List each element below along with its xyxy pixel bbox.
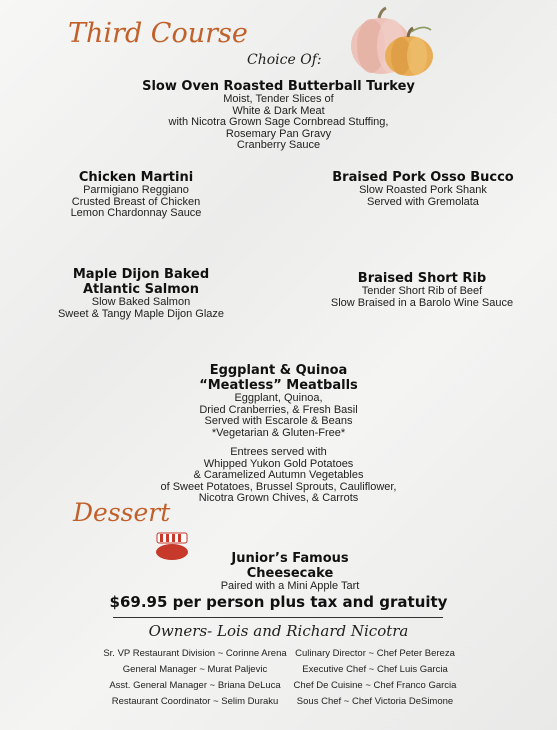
- sides-line: Whipped Yukon Gold Potatoes: [203, 457, 354, 470]
- dessert-line: Paired with a Mini Apple Tart: [220, 580, 360, 592]
- staff-list-right: [290, 646, 460, 710]
- staff-entry: Chef De Cuisine ~ Chef Franco Garcia: [293, 680, 457, 691]
- dish-line: Lemon Chardonnay Sauce: [70, 207, 202, 219]
- dish-line: White & Dark Meat: [232, 104, 325, 117]
- dish-salmon: [36, 267, 246, 320]
- dish-line: Slow Baked Salmon: [91, 296, 191, 308]
- dessert-title: Dessert: [73, 498, 171, 527]
- staff-entry: General Manager ~ Murat Paljevic: [122, 664, 268, 675]
- dish-line: Served with Gremolata: [367, 195, 479, 208]
- dish-name: Braised Pork Osso Bucco: [332, 170, 514, 185]
- dish-line: Eggplant, Quinoa,: [234, 392, 323, 404]
- staff-entry: Executive Chef ~ Chef Luis Garcia: [302, 664, 448, 675]
- dish-line: Moist, Tender Slices of: [223, 93, 334, 105]
- dish-eggplant: [0, 363, 557, 439]
- course-subtitle: Choice Of:: [247, 52, 322, 68]
- dish-line: Slow Braised in a Barolo Wine Sauce: [330, 296, 514, 309]
- staff-entry: Sr. VP Restaurant Division ~ Corinne Arena: [103, 648, 287, 659]
- sides-line: & Caramelized Autumn Vegetables: [193, 469, 364, 481]
- dish-line: *Vegetarian & Gluten-Free*: [211, 426, 346, 439]
- dish-name: Braised Short Rib: [357, 271, 487, 286]
- dish-line: Cranberry Sauce: [236, 139, 321, 151]
- dish-line: Tender Short Rib of Beef: [361, 285, 483, 297]
- sides-line: of Sweet Potatoes, Brussel Sprouts, Cauliflower,: [160, 480, 397, 493]
- dish-line: Slow Roasted Pork Shank: [359, 184, 487, 196]
- dish-line: Crusted Breast of Chicken: [71, 195, 201, 208]
- juniors-logo-icon: [155, 532, 189, 562]
- entree-sides: [0, 447, 557, 505]
- dish-line: Parmigiano Reggiano: [83, 184, 189, 196]
- dish-name-line-2: Atlantic Salmon: [83, 282, 199, 297]
- staff-list-left: [100, 646, 290, 710]
- dish-line: Served with Escarole & Beans: [204, 415, 353, 427]
- dish-name-line-1: Eggplant & Quinoa: [209, 363, 348, 378]
- dish-name: Chicken Martini: [78, 170, 194, 185]
- divider: [113, 617, 443, 618]
- course-title: Third Course: [68, 18, 248, 49]
- dish-name-line-2: “Meatless” Meatballs: [199, 378, 358, 393]
- dish-turkey: [0, 79, 557, 152]
- dessert-name: Junior’s Famous Cheesecake: [231, 551, 349, 581]
- price-line: $69.95 per person plus tax and gratuity: [109, 593, 448, 611]
- dish-line: Dried Cranberries, & Fresh Basil: [199, 403, 358, 416]
- owners-line: Owners- Lois and Richard Nicotra: [148, 622, 409, 640]
- staff-entry: Culinary Director ~ Chef Peter Bereza: [295, 648, 455, 659]
- dish-name-line-1: Maple Dijon Baked: [72, 267, 210, 282]
- dish-line: Rosemary Pan Gravy: [225, 127, 332, 140]
- dish-short-rib: [312, 271, 532, 309]
- dish-line: Sweet & Tangy Maple Dijon Glaze: [57, 307, 225, 320]
- dish-line: with Nicotra Grown Sage Cornbread Stuffing,: [168, 116, 389, 128]
- sides-line: Nicotra Grown Chives, & Carrots: [198, 492, 359, 504]
- dessert-item: [190, 551, 390, 593]
- sides-line: Entrees served with: [230, 446, 327, 458]
- dish-chicken: [36, 170, 236, 220]
- staff-entry: Sous Chef ~ Chef Victoria DeSimone: [296, 696, 454, 707]
- staff-entry: Asst. General Manager ~ Briana DeLuca: [109, 680, 281, 691]
- pumpkin-illustration-icon: [345, 6, 437, 78]
- dish-osso-bucco: [318, 170, 528, 208]
- staff-entry: Restaurant Coordinator ~ Selim Duraku: [111, 696, 279, 707]
- dish-name: Slow Oven Roasted Butterball Turkey: [142, 79, 415, 94]
